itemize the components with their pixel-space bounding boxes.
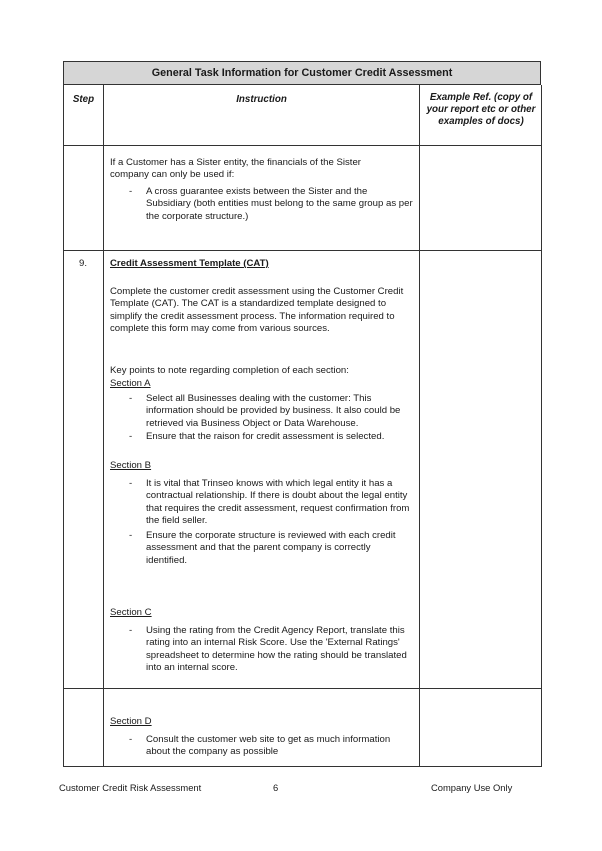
header-row-divider (63, 145, 541, 146)
table-step-divider (103, 85, 104, 767)
table-bottom-border (63, 766, 541, 767)
section-d-bullet-1: Consult the customer web site to get as much information about the company as possible (146, 734, 391, 758)
section-a-bullet-2: Ensure that the raison for credit assessment is selected. (146, 431, 385, 442)
section-d-label: Section D (110, 716, 152, 727)
bullet-dash: - (129, 734, 133, 745)
column-header-example: Example Ref. (copy of your report etc or other examples of docs) (426, 92, 536, 127)
bullet-dash: - (129, 530, 133, 541)
bullet-dash: - (129, 478, 133, 489)
bullet-dash: - (129, 393, 133, 404)
row-heading: Credit Assessment Template (CAT) (110, 258, 269, 269)
table-instruction-divider (419, 85, 420, 767)
step-number: 9. (79, 258, 88, 269)
section-a-label: Section A (110, 378, 151, 389)
table-title: General Task Information for Customer Credit Assessment (63, 61, 541, 85)
section-c-bullet-1: Using the rating from the Credit Agency Report, translate this rating into an internal Risk Score. Use the 'External Ratings' spreadsheet to determine how the rating should be translated into an internal score. (146, 625, 407, 673)
bullet-dash: - (129, 625, 133, 636)
section-b-bullet-1: It is vital that Trinseo knows with which legal entity it has a contractual relationship. If there is doubt about the legal entity that requires the credit assessment, request confirmation from the field seller. (146, 478, 410, 526)
table-right-border (541, 85, 542, 767)
footer-document-name: Customer Credit Risk Assessment (59, 782, 202, 793)
column-header-step: Step (72, 94, 95, 105)
key-points-intro: Key points to note regarding completion of each section: (110, 365, 349, 376)
footer-page-number: 6 (273, 782, 279, 793)
section-b-label: Section B (110, 460, 152, 471)
bullet-dash: - (129, 186, 133, 197)
section-c-label: Section C (110, 607, 152, 618)
table-left-border (63, 85, 64, 767)
cat-description: Complete the customer credit assessment using the Customer Credit Template (CAT). The CAT is a standardized template designed to simplify the credit assessment process. The information required to complete this form may come from various sources. (110, 286, 404, 334)
section-a-bullet-1: Select all Businesses dealing with the customer: This information should be provided by business. It also could be retrieved via Business Object or Data Warehouse. (146, 393, 401, 429)
sister-entity-intro: If a Customer has a Sister entity, the financials of the Sister company can only be used if: (110, 157, 361, 181)
footer-classification: Company Use Only (431, 782, 513, 793)
section-b-bullet-2: Ensure the corporate structure is reviewed with each credit assessment and that the parent company is correctly identified. (146, 530, 396, 566)
sister-entity-bullet: A cross guarantee exists between the Sister and the Subsidiary (both entities must belong to the same group as per the corporate structure.) (146, 186, 413, 222)
bullet-dash: - (129, 431, 133, 442)
row-divider-1 (63, 250, 541, 251)
column-header-instruction: Instruction (236, 94, 287, 105)
row-divider-2 (63, 688, 541, 689)
